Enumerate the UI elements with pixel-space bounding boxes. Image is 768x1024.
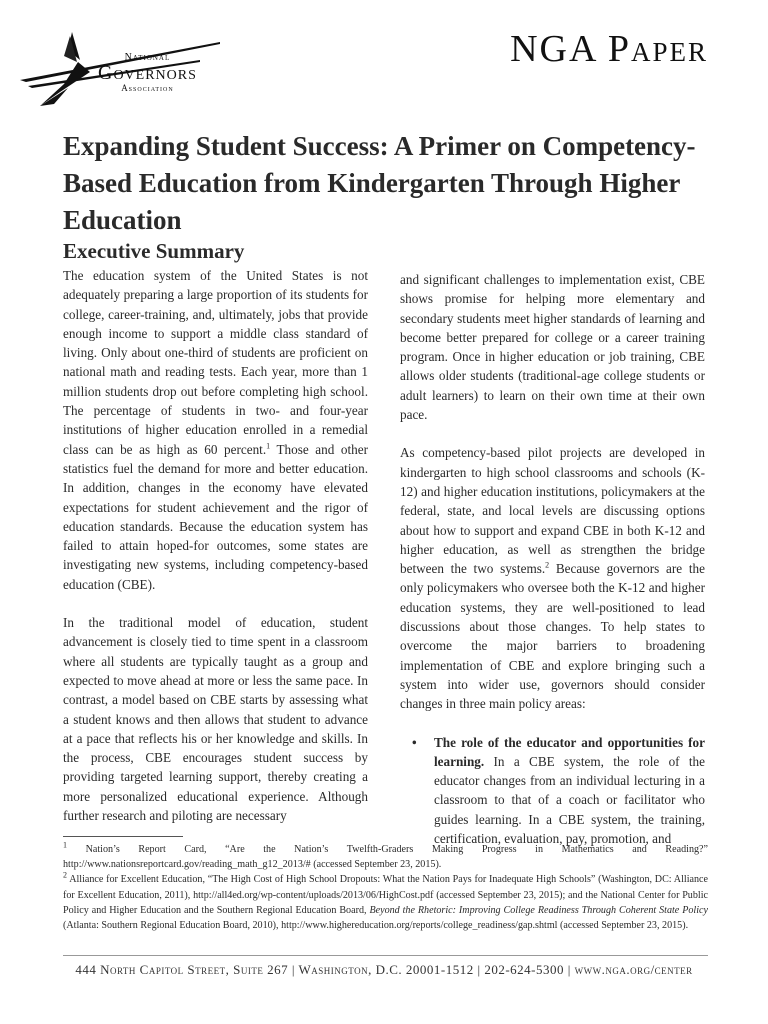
left-column bbox=[63, 238, 368, 844]
footnote-divider bbox=[63, 836, 183, 837]
policy-list bbox=[400, 733, 705, 849]
paragraph: The education system of the United States is not adequately preparing a large proportion of its students for college, career-training, and, ultimately, jobs that provide enough income to support a middle class standard of living. Only about one-third of students are proficient on national math and reading tests. Each year, more than 1 million students drop out before completing high school. The percentage of students in two- and four-year institutions of higher education enrolled in a remedial class can be as high as 60 percent.$^1$ Those and other statistics fuel the demand for more and better education. In addition, changes in the economy have elevated expectations for student achievement and the rigor of education standards. Because the education system has failed to attain hoped-for outcomes, some states are investigating new systems, including competency-based education (CBE). bbox=[63, 268, 368, 592]
list-item-title: The role of the educator and opportunities for learning. bbox=[434, 734, 705, 769]
document-title: Expanding Student Success: A Primer on Competency-Based Education from Kindergarten Through Higher Education bbox=[63, 131, 696, 235]
footnote-ref: 2 bbox=[545, 560, 550, 570]
nga-paper-label: NGA Paper bbox=[510, 28, 708, 70]
paragraph: In the traditional model of education, student advancement is closely tied to time spent in a classroom where all students are typically taught as a group and expected to move ahead at more or less the same pace. In contrast, a model based on CBE starts by assessing what a student knows and then allows that student to advance at a pace that reflects his or her knowledge and skills. In the process, CBE encourages student success by providing targeted learning support, thereby creating a more personalized educational experience. Although further research and piloting are necessary bbox=[63, 615, 368, 824]
nga-logo bbox=[20, 22, 250, 112]
section-heading: Executive Summary bbox=[63, 239, 245, 263]
bullet-icon: • bbox=[412, 734, 417, 750]
footnotes bbox=[63, 842, 708, 933]
list-item: • The role of the educator and opportunities for learning. In a CBE system, the role of the educator changes from an individual lecturing in a classroom to that of a coach or facilitator who guides learning. In a CBE system, the training, certification, evaluation, pay, promotion, and bbox=[412, 734, 705, 847]
logo-line-national: National bbox=[124, 52, 171, 63]
logo-line-governors: Governors bbox=[98, 62, 197, 84]
paragraph: and significant challenges to implementation exist, CBE shows promise for helping more elementary and secondary students meet higher standards of learning and become better prepared for college or a career training program. Once in higher education or job training, CBE allows older students (traditional-age college students or adult learners) to learn on their own time at their own pace. bbox=[400, 272, 705, 423]
footnote-ref: 1 bbox=[266, 441, 271, 451]
page-footer: 444 North Capitol Street, Suite 267 | Washington, D.C. 20001-1512 | 202-624-5300 | www.nga.org/center bbox=[75, 962, 693, 977]
footer-divider bbox=[63, 955, 708, 956]
logo-text bbox=[98, 52, 197, 93]
page-header bbox=[0, 0, 768, 120]
paragraph: As competency-based pilot projects are developed in kindergarten to high school classrooms and schools (K-12) and higher education institutions, policymakers at the federal, state, and local levels are discussing options about how to support and expand CBE in both K-12 and higher education, as well as strengthen the bridge between the two systems.$^2$ Because governors are the only policymakers who oversee both the K-12 and higher education systems, they are well-positioned to lead discussions about those changes. To help states to overcome the major barriers to broadening implementation of CBE and explore bringing such a system into wider use, governors should consider changes in three main policy areas: bbox=[400, 445, 706, 712]
logo-line-association: Association bbox=[121, 83, 174, 93]
right-column bbox=[400, 270, 705, 848]
footnote-1: $^1$ Nation’s Report Card, “Are the Nation’s Twelfth-Graders Making Progress in Mathematics and Reading?” http://www.nationsreportcard.gov/reading_math_g12_2013/# (accessed September 23, 2015). bbox=[63, 840, 708, 871]
footnote-2: $^2$ Alliance for Excellent Education, “The High Cost of High School Dropouts: What the Nation Pays for Inadequate High Schools” (Washington, DC: Alliance for Excellent Education, 2011), http://all4ed.org/wp-content/uploads/2013/06/HighCost.pdf (accessed September 23, 2015); and the National Center for Public Policy and Higher Education and the Southern Regional Education Board, Beyond the Rhetoric: Improving College Readiness Through Coherent State Policy (Atlanta: Southern Regional Education Board, 2010), http://www.highereducation.org/reports/college_readiness/gap.shtml (accessed September 23, 2015). bbox=[63, 871, 708, 932]
